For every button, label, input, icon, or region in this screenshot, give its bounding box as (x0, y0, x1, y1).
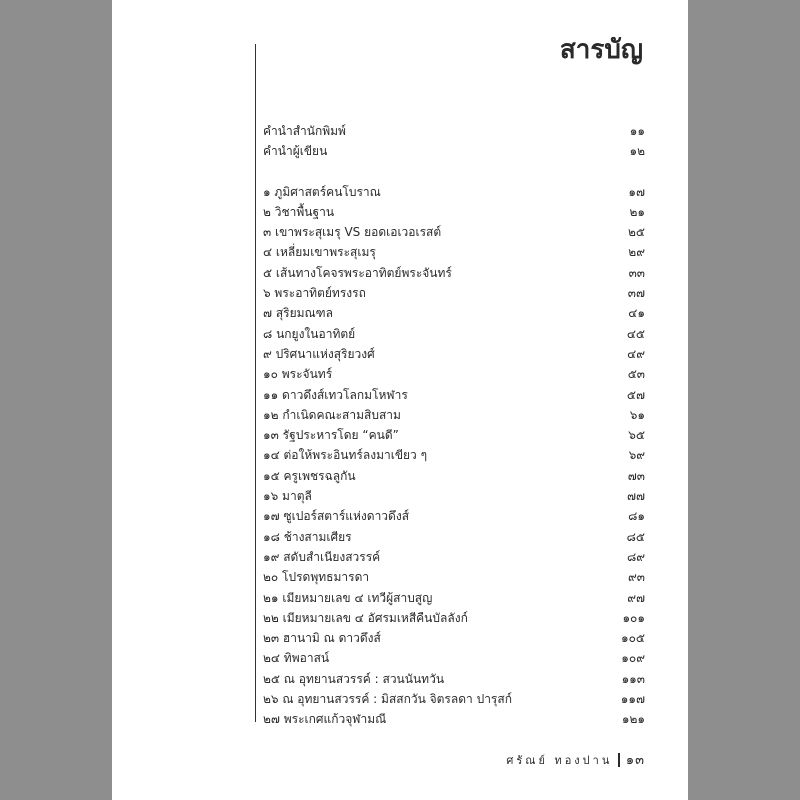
section-gap (263, 162, 645, 182)
toc-entry-title: ๑๖ มาตุลี (263, 489, 312, 504)
toc-entry-title: ๑๕ ครูเพชรฉลูกัน (263, 468, 356, 483)
toc-entry-title: ๒๐ โปรดพุทธมารดา (263, 570, 370, 585)
toc-entry-title: ๗ สุริยมณฑล (263, 306, 333, 321)
page-title: สารบัญ (559, 35, 643, 65)
toc-entry-page: ๔๑ (628, 306, 645, 321)
toc-entry-title: ๒ วิชาพื้นฐาน (263, 204, 335, 219)
toc-entry-page: ๘๑ (628, 509, 645, 524)
toc-entry (263, 628, 645, 648)
toc-entry (263, 283, 645, 303)
toc-entry-page: ๕๗ (626, 387, 645, 402)
footer-page-number: ๑๓ (625, 753, 645, 768)
toc-entry-page: ๓๗ (627, 286, 645, 301)
toc-entry-title: ๙ ปริศนาแห่งสุริยวงศ์ (263, 346, 375, 361)
toc-entry-title: ๓ เขาพระสุเมรุ VS ยอดเอเวอเรสต์ (263, 225, 442, 240)
toc-entry-title: ๒๓ ฮานามิ ณ ดาวดึงส์ (263, 631, 381, 646)
toc-entry-page: ๘๙ (626, 549, 645, 564)
toc-entry (263, 527, 645, 547)
toc-entry (263, 466, 645, 486)
toc-entry-title: ๒๒ เมียหมายเลข ๔ อัศรมเหสีคืนบัลลังก์ (263, 610, 468, 625)
toc-entry-page: ๒๑ (629, 204, 645, 219)
toc-entry-title: ๑๘ ช้างสามเศียร (263, 529, 352, 544)
toc-entry (263, 182, 645, 202)
toc-entry (263, 141, 645, 161)
page-footer (506, 749, 645, 770)
toc-entry (263, 648, 645, 668)
toc-entry (263, 669, 645, 689)
toc-entry-page: ๔๕ (626, 326, 645, 341)
toc-entry-page: ๒๕ (628, 225, 645, 240)
toc-entry-page: ๖๙ (628, 448, 645, 463)
toc-entry-title: ๑๔ ต่อให้พระอินทร์ลงมาเขียว ๆ (263, 448, 428, 463)
toc-entry-title: ๒๕ ณ อุทยานสวรรค์ : สวนนันทวัน (263, 671, 445, 686)
toc-entry (263, 486, 645, 506)
toc-entry-title: ๒๖ ณ อุทยานสวรรค์ : มิสสกวัน จิตรลดา ปารุสก์ (263, 692, 512, 707)
toc-entry-title: ๒๗ พระเกศแก้วจุฬามณี (263, 712, 387, 727)
toc-entry-title: ๑๑ ดาวดึงส์เทวโลกมโหฬาร (263, 387, 408, 402)
toc-entry-title: ๔ เหลี่ยมเขาพระสุเมรุ (263, 245, 376, 260)
toc-entry-title: คำนำสำนักพิมพ์ (263, 124, 346, 138)
toc-entry-page: ๖๕ (628, 428, 645, 443)
toc-entry-title: ๒๔ ทิพอาสน์ (263, 651, 330, 666)
front-matter-list (263, 121, 645, 162)
toc-entry-page: ๑๐๙ (621, 651, 645, 666)
toc-entry-page: ๑๐๑ (622, 610, 645, 625)
toc-entry (263, 608, 645, 628)
toc-entry-title: ๑๒ กำเนิดคณะสามสิบสาม (263, 407, 401, 422)
toc-entry (263, 385, 645, 405)
toc-entry (263, 588, 645, 608)
toc-entry-page: ๑๗ (628, 184, 645, 199)
toc-entry (263, 445, 645, 465)
toc-entry-page: ๙๓ (628, 570, 645, 585)
toc-entry (263, 303, 645, 323)
toc-entry-page: ๑๑๓ (621, 671, 645, 686)
toc-entry (263, 202, 645, 222)
toc-entry-page: ๗๗ (626, 489, 645, 504)
toc-entry (263, 121, 645, 141)
table-of-contents (263, 121, 645, 730)
toc-entry (263, 425, 645, 445)
toc-entry-page: ๑๐๕ (620, 631, 645, 646)
toc-entry-title: ๖ พระอาทิตย์ทรงรถ (263, 286, 366, 301)
toc-entry-title: ๘ นกยูงในอาทิตย์ (263, 326, 356, 341)
toc-entry-title: ๒๑ เมียหมายเลข ๔ เทวีผู้สาบสูญ (263, 590, 433, 605)
toc-entry (263, 324, 645, 344)
toc-entry-title: ๑๙ สดับสำเนียงสวรรค์ (263, 549, 381, 564)
toc-entry (263, 242, 645, 262)
toc-entry-page: ๒๙ (628, 245, 645, 260)
toc-entry (263, 405, 645, 425)
toc-entry-page: ๑๒๑ (621, 712, 645, 727)
toc-entry-page: ๖๑ (629, 407, 645, 422)
toc-entry-page: ๘๕ (626, 529, 645, 544)
toc-entry-page: ๑๑๗ (620, 692, 645, 707)
toc-entry-page: ๗๓ (627, 468, 645, 483)
toc-entry-page: ๔๙ (627, 346, 645, 361)
toc-entry (263, 506, 645, 526)
toc-entry (263, 567, 645, 587)
toc-entry (263, 263, 645, 283)
footer-divider (618, 753, 620, 767)
toc-entry-title: ๑ ภูมิศาสตร์คนโบราณ (263, 184, 381, 199)
toc-entry (263, 547, 645, 567)
toc-entry-page: ๑๑ (629, 124, 645, 138)
toc-entry-page: ๙๗ (627, 590, 645, 605)
book-page (112, 0, 688, 800)
vertical-rule (255, 44, 256, 722)
toc-entry-title: ๑๓ รัฐประหารโดย “คนดี” (263, 428, 399, 443)
toc-entry-page: ๑๒ (629, 144, 645, 159)
toc-entry-page: ๕๓ (627, 367, 645, 382)
toc-entry (263, 709, 645, 729)
footer-author: ศรัณย์ ทองปาน (506, 753, 613, 767)
toc-entry (263, 222, 645, 242)
toc-entry-title: คำนำผู้เขียน (263, 144, 328, 159)
toc-entry-title: ๑๗ ซูเปอร์สตาร์แห่งดาวดึงส์ (263, 509, 410, 524)
toc-entry-page: ๓๓ (628, 265, 645, 280)
toc-entry (263, 364, 645, 384)
toc-entry-title: ๕ เส้นทางโคจรพระอาทิตย์พระจันทร์ (263, 265, 452, 280)
toc-entry (263, 689, 645, 709)
toc-entry-title: ๑๐ พระจันทร์ (263, 367, 333, 382)
toc-entry (263, 344, 645, 364)
chapter-list (263, 182, 645, 730)
